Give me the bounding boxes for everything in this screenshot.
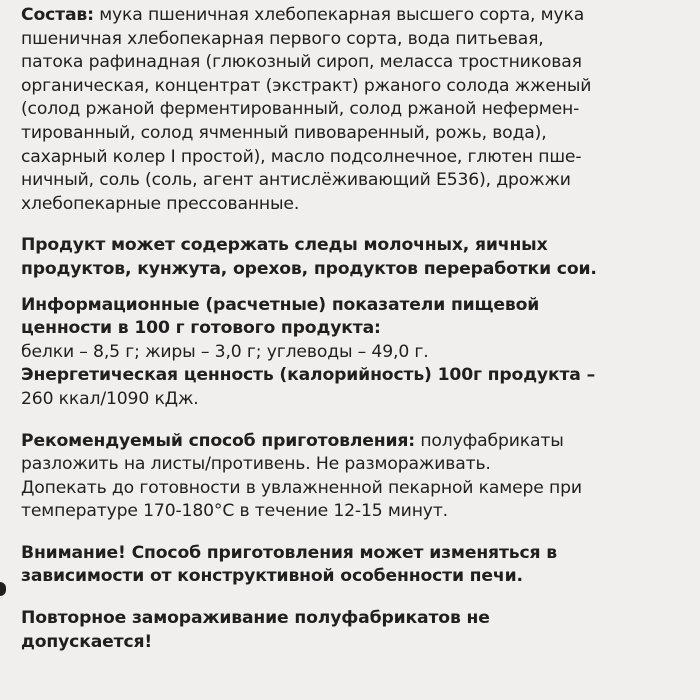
preparation-text: полуфабрикаты xyxy=(415,430,564,451)
warning-section xyxy=(21,542,690,589)
composition-line xyxy=(21,4,690,28)
composition-section xyxy=(21,4,690,216)
composition-line: тированный, солод ячменный пивоваренный, рожь, вода), xyxy=(21,122,547,143)
nutrition-heading-line: ценности в 100 г готового продукта: xyxy=(21,318,381,339)
refreeze-section xyxy=(21,607,690,654)
refreeze-line: Повторное замораживание полуфабрикатов не xyxy=(21,608,490,629)
allergens-line: Продукт может содержать следы молочных, яичных xyxy=(21,235,548,256)
composition-line: органическая, концентрат (экстракт) ржаного солода жженый xyxy=(21,75,592,96)
composition-line: сахарный колер I простой), масло подсолнечное, глютен пше- xyxy=(21,146,582,167)
allergens-line: продуктов, кунжута, орехов, продуктов переработки сои. xyxy=(21,258,597,279)
composition-heading: Состав: xyxy=(21,5,94,25)
composition-line: ничный, соль (соль, агент антислёживающий Е536), дрожжи xyxy=(21,170,571,191)
composition-line: патока рафинадная (глюкозный сироп, меласса тростниковая xyxy=(21,52,582,73)
composition-text: мука пшеничная хлебопекарная высшего сорта, мука xyxy=(93,5,585,25)
preparation-section xyxy=(21,430,690,524)
energy-heading: Энергетическая ценность (калорийность) 100г продукта – xyxy=(21,365,596,386)
allergens-section xyxy=(21,234,690,281)
spacer xyxy=(21,216,690,234)
spacer xyxy=(21,524,690,542)
nutrition-heading-line: Информационные (расчетные) показатели пищевой xyxy=(21,294,540,315)
composition-line: (солод ржаной ферментированный, солод ржаной нефермен- xyxy=(21,99,580,120)
preparation-line: разложить на листы/противень. Не размораживать. xyxy=(21,454,491,475)
warning-line: зависимости от конструктивной особенности печи. xyxy=(21,566,523,587)
refreeze-line: допускается! xyxy=(21,631,153,652)
spacer xyxy=(21,412,690,430)
composition-line: пшеничная хлебопекарная первого сорта, вода питьевая, xyxy=(21,28,544,49)
spacer xyxy=(21,589,690,607)
preparation-line: Допекать до готовности в увлажненной пекарной камере при xyxy=(21,477,582,498)
energy-value: 260 ккал/1090 кДж. xyxy=(21,388,199,409)
preparation-heading: Рекомендуемый способ приготовления: xyxy=(21,430,415,451)
warning-line: Внимание! Способ приготовления может изменяться в xyxy=(21,542,557,563)
nutrition-values: белки – 8,5 г; жиры – 3,0 г; углеводы – 49,0 г. xyxy=(21,341,429,362)
nutrition-section xyxy=(21,294,690,412)
spacer xyxy=(21,282,690,294)
preparation-line: температуре 170-180°С в течение 12-15 минут. xyxy=(21,501,448,522)
composition-line: хлебопекарные прессованные. xyxy=(21,193,300,214)
preparation-line xyxy=(21,430,690,454)
